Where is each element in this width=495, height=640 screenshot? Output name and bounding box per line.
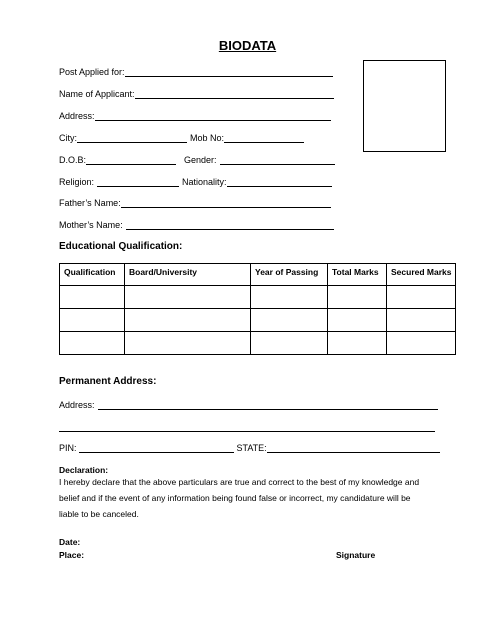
table-cell[interactable] <box>328 332 387 355</box>
state-field[interactable] <box>267 443 440 453</box>
place-label: Place: <box>59 550 85 560</box>
address-row <box>59 111 331 121</box>
photo-box <box>363 60 446 152</box>
table-cell[interactable] <box>60 309 125 332</box>
city-label: City: <box>59 133 77 143</box>
mother-field[interactable] <box>126 220 334 230</box>
col-board-university: Board/University <box>125 264 251 286</box>
city-row <box>59 133 304 143</box>
table-cell[interactable] <box>387 332 456 355</box>
table-cell[interactable] <box>251 332 328 355</box>
address-field[interactable] <box>95 111 331 121</box>
table-cell[interactable] <box>387 286 456 309</box>
table-cell[interactable] <box>125 332 251 355</box>
col-year-of-passing: Year of Passing <box>251 264 328 286</box>
table-cell[interactable] <box>328 286 387 309</box>
name-field[interactable] <box>135 89 334 99</box>
table-cell[interactable] <box>125 286 251 309</box>
post-applied-label: Post Applied for: <box>59 67 125 77</box>
declaration-line: belief and if the event of any information being found false or incorrect, my candidature will be <box>59 493 411 503</box>
post-applied-row <box>59 67 333 77</box>
gender-field[interactable] <box>220 155 335 165</box>
declaration-line: I hereby declare that the above particulars are true and correct to the best of my knowledge and <box>59 477 420 487</box>
mother-label: Mother’s Name: <box>59 220 123 230</box>
religion-label: Religion: <box>59 177 95 187</box>
name-row <box>59 89 334 99</box>
dob-row <box>59 155 335 165</box>
table-cell[interactable] <box>328 309 387 332</box>
mob-field[interactable] <box>224 133 304 143</box>
table-cell[interactable] <box>60 286 125 309</box>
dob-label: D.O.B: <box>59 155 87 165</box>
post-applied-field[interactable] <box>125 67 333 77</box>
permanent-address-field[interactable] <box>98 400 438 410</box>
page-title: BIODATA <box>218 38 277 53</box>
education-heading: Educational Qualification: <box>59 241 183 252</box>
table-cell[interactable] <box>387 309 456 332</box>
date-label: Date: <box>59 537 81 547</box>
father-field[interactable] <box>121 198 331 208</box>
pin-field[interactable] <box>79 443 234 453</box>
dob-field[interactable] <box>86 155 176 165</box>
nationality-field[interactable] <box>227 177 332 187</box>
gender-label: Gender: <box>184 155 217 165</box>
table-cell[interactable] <box>60 332 125 355</box>
mob-label: Mob No: <box>190 133 225 143</box>
name-label: Name of Applicant: <box>59 89 135 99</box>
declaration-text <box>59 474 439 522</box>
col-qualification: Qualification <box>60 264 125 286</box>
city-field[interactable] <box>77 133 187 143</box>
table-cell[interactable] <box>251 309 328 332</box>
religion-row <box>59 177 332 187</box>
state-label: STATE: <box>236 443 267 453</box>
table-cell[interactable] <box>251 286 328 309</box>
religion-field[interactable] <box>97 177 179 187</box>
address-label: Address: <box>59 111 95 121</box>
permanent-address-line-2[interactable] <box>59 422 435 432</box>
declaration-heading: Declaration: <box>59 465 109 475</box>
permanent-address-label: Address: <box>59 400 95 410</box>
col-secured-marks: Secured Marks <box>387 264 456 286</box>
nationality-label: Nationality: <box>182 177 227 187</box>
declaration-line: liable to be canceled. <box>59 509 139 519</box>
pin-state-row <box>59 443 440 453</box>
mother-row <box>59 220 334 230</box>
pin-label: PIN: <box>59 443 77 453</box>
father-label: Father’s Name: <box>59 198 121 208</box>
table-row <box>60 309 456 332</box>
table-header-row <box>60 264 456 286</box>
table-row <box>60 332 456 355</box>
table-cell[interactable] <box>125 309 251 332</box>
education-table <box>59 263 456 355</box>
father-row <box>59 198 331 208</box>
table-row <box>60 286 456 309</box>
col-total-marks: Total Marks <box>328 264 387 286</box>
signature-label: Signature <box>336 550 376 560</box>
permanent-address-row <box>59 400 438 410</box>
permanent-address-heading: Permanent Address: <box>59 376 157 387</box>
